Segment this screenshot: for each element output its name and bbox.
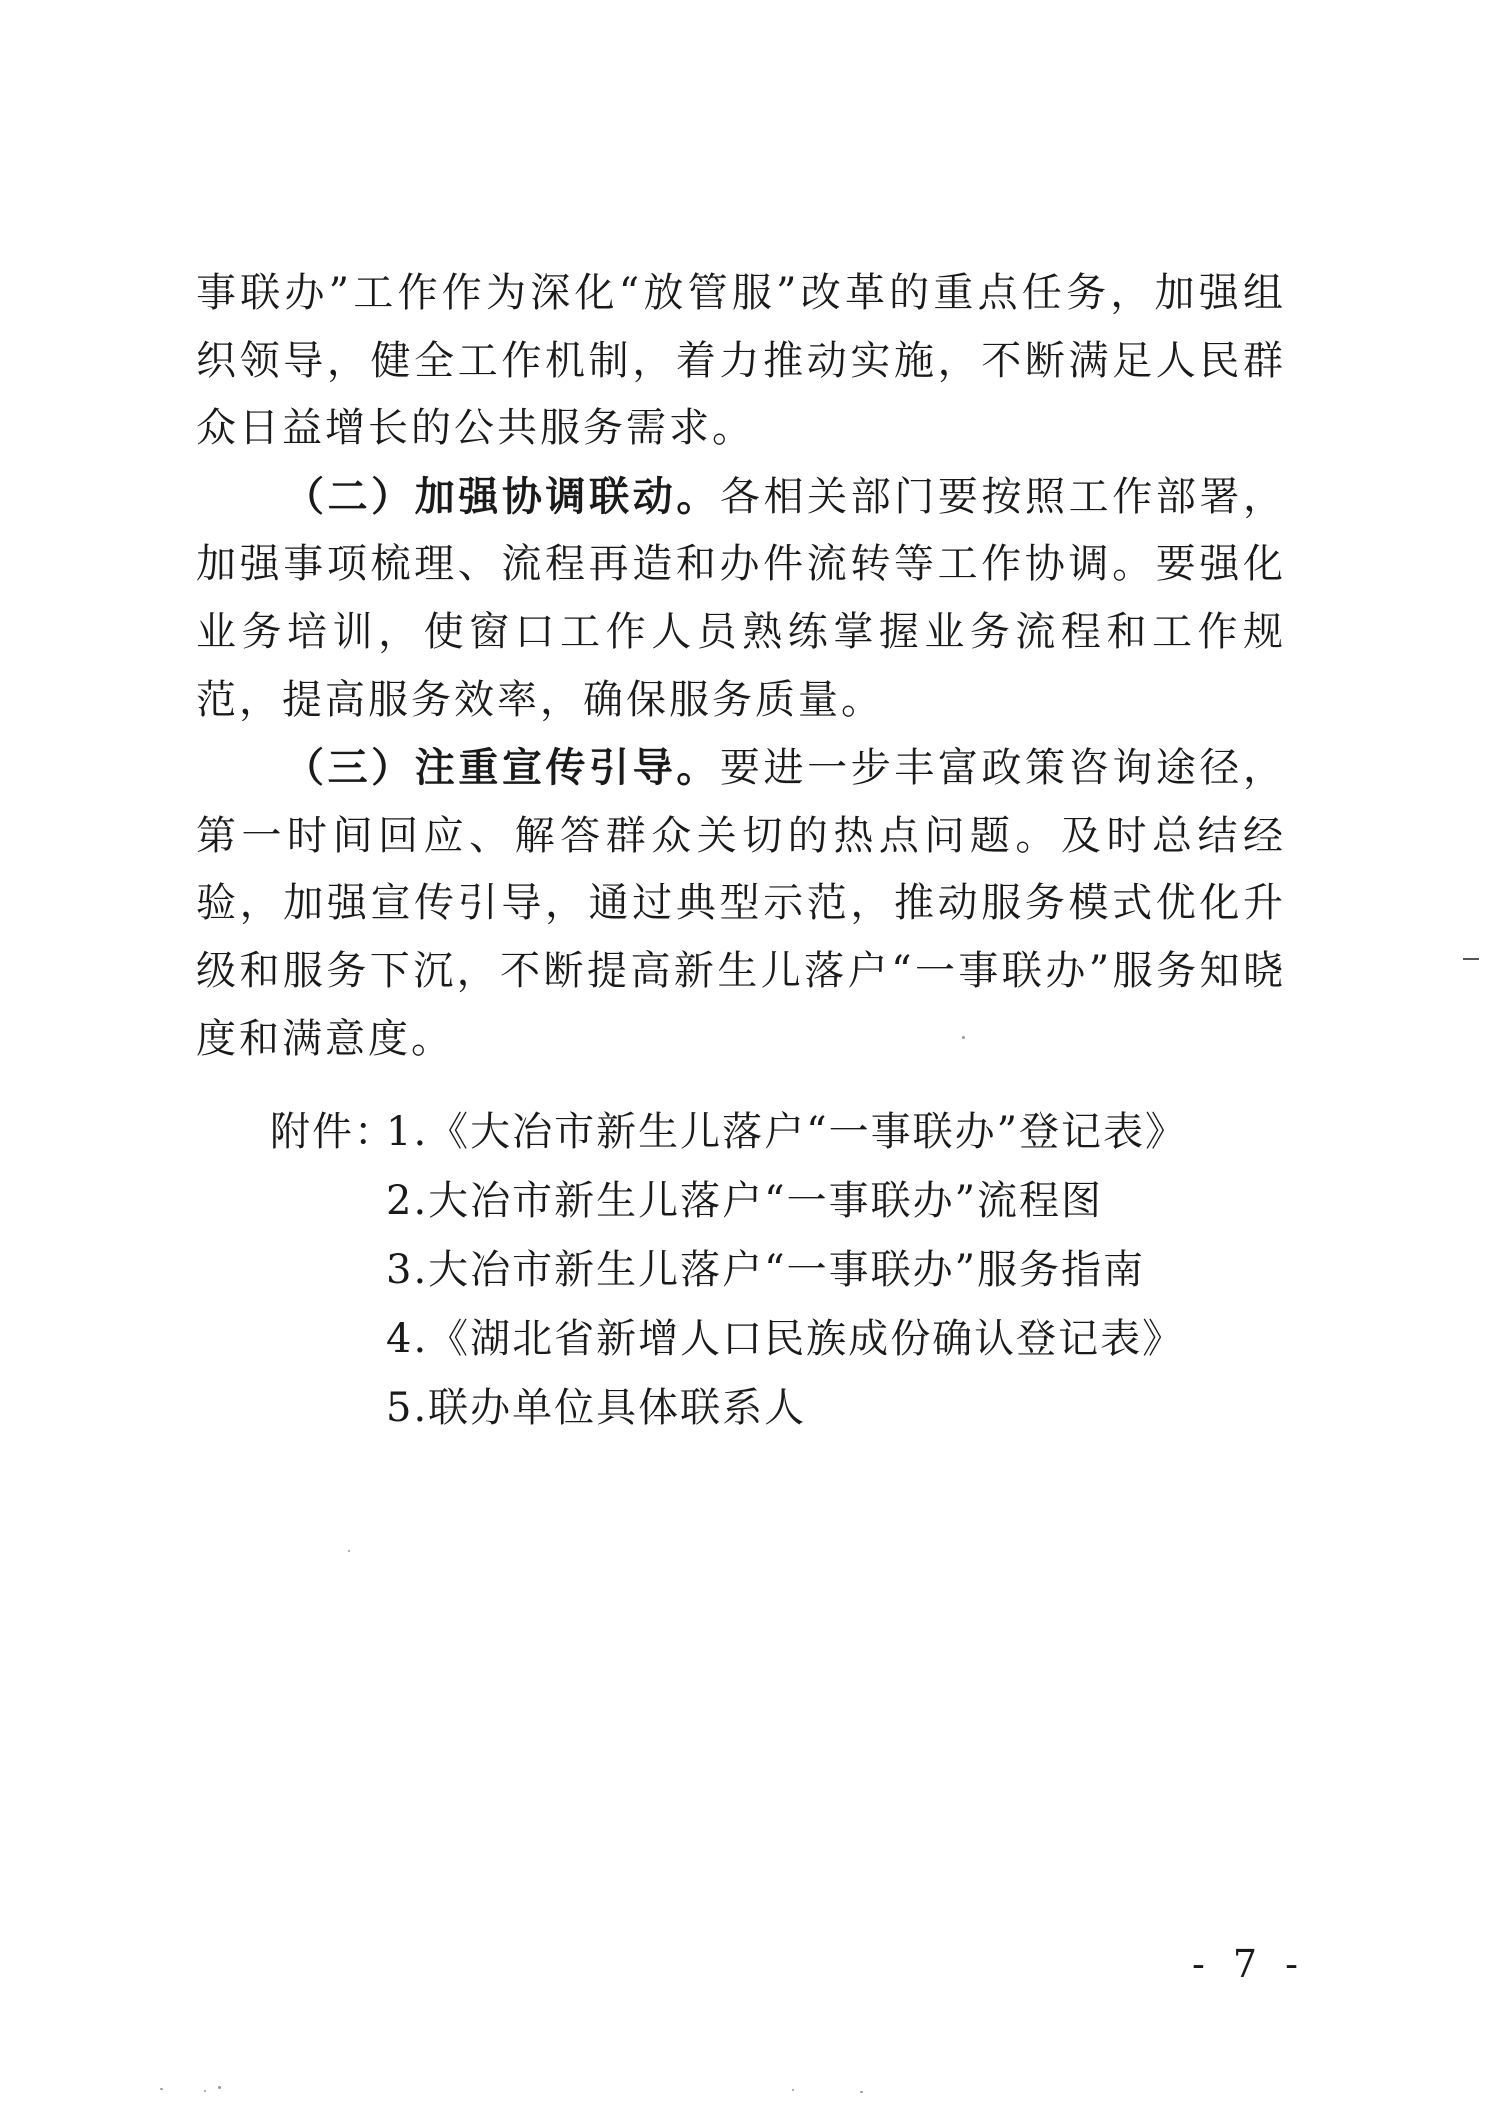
text-line: 要进一步丰富政策咨询途径，第一时 [196, 745, 1287, 859]
attachments-list [270, 1098, 1187, 1443]
paragraph-coordination [196, 463, 1286, 734]
attachment-row [270, 1236, 1187, 1305]
scan-speck [160, 2088, 163, 2090]
section-heading: （二）加强协调联动。 [284, 472, 720, 520]
attachment-item: 3.大冶市新生儿落户“一事联办”服务指南 [386, 1247, 1146, 1293]
text-line: 高新生儿落户“一事联办”服务知晓度和满意度。 [196, 947, 1286, 1062]
attachment-item: 2.大冶市新生儿落户“一事联办”流程图 [386, 1178, 1104, 1224]
body-text [196, 260, 1286, 1073]
text-line: 事联办”工作作为深化“放管服”改革的重点任务，加强组织领 [196, 270, 1286, 384]
attachment-row [270, 1098, 1187, 1167]
scan-speck [348, 1550, 350, 1552]
text-line: 导，健全工作机制，着力推动实施，不断满足人民群众日益增长 [196, 337, 1286, 452]
scan-speck [792, 2089, 794, 2091]
text-line: 间回应、解答群众关切的热点问题。及时总结经验，加强宣传引 [196, 812, 1287, 927]
paragraph-publicity [196, 734, 1286, 1073]
section-heading: （三）注重宣传引导。 [284, 744, 720, 792]
text-line: 保服务质量。 [626, 676, 884, 723]
text-line: 导，通过典型示范，推动服务模式优化升级和服务下沉，不断提 [196, 880, 1286, 994]
text-line: 窗口工作人员熟练掌握业务流程和工作规范，提高服务效率，确 [196, 608, 1287, 723]
text-line: 各相关部门要按照工作部署，加强事 [196, 473, 1287, 588]
attachment-item: 1.《大冶市新生儿落户“一事联办”登记表》 [386, 1109, 1188, 1155]
scan-speck [218, 2086, 221, 2089]
scan-margin-mark [1463, 958, 1479, 960]
attachment-row [270, 1167, 1187, 1236]
text-line: 的公共服务需求。 [411, 405, 755, 452]
attachment-row [270, 1305, 1187, 1374]
attachment-row [270, 1374, 1187, 1443]
text-line: 项梳理、流程再造和办件流转等工作协调。要强化业务培训，使 [196, 541, 1286, 655]
scan-speck [860, 2091, 863, 2093]
scan-speck [204, 2090, 206, 2092]
page-number: - 7 - [1192, 1942, 1307, 1986]
attachment-item: 5.联办单位具体联系人 [386, 1385, 807, 1431]
scan-speck [962, 1036, 965, 1039]
paragraph-continuation [196, 260, 1286, 463]
attachments-label: 附件： [270, 1109, 396, 1155]
attachment-item: 4.《湖北省新增人口民族成份确认登记表》 [386, 1316, 1185, 1362]
